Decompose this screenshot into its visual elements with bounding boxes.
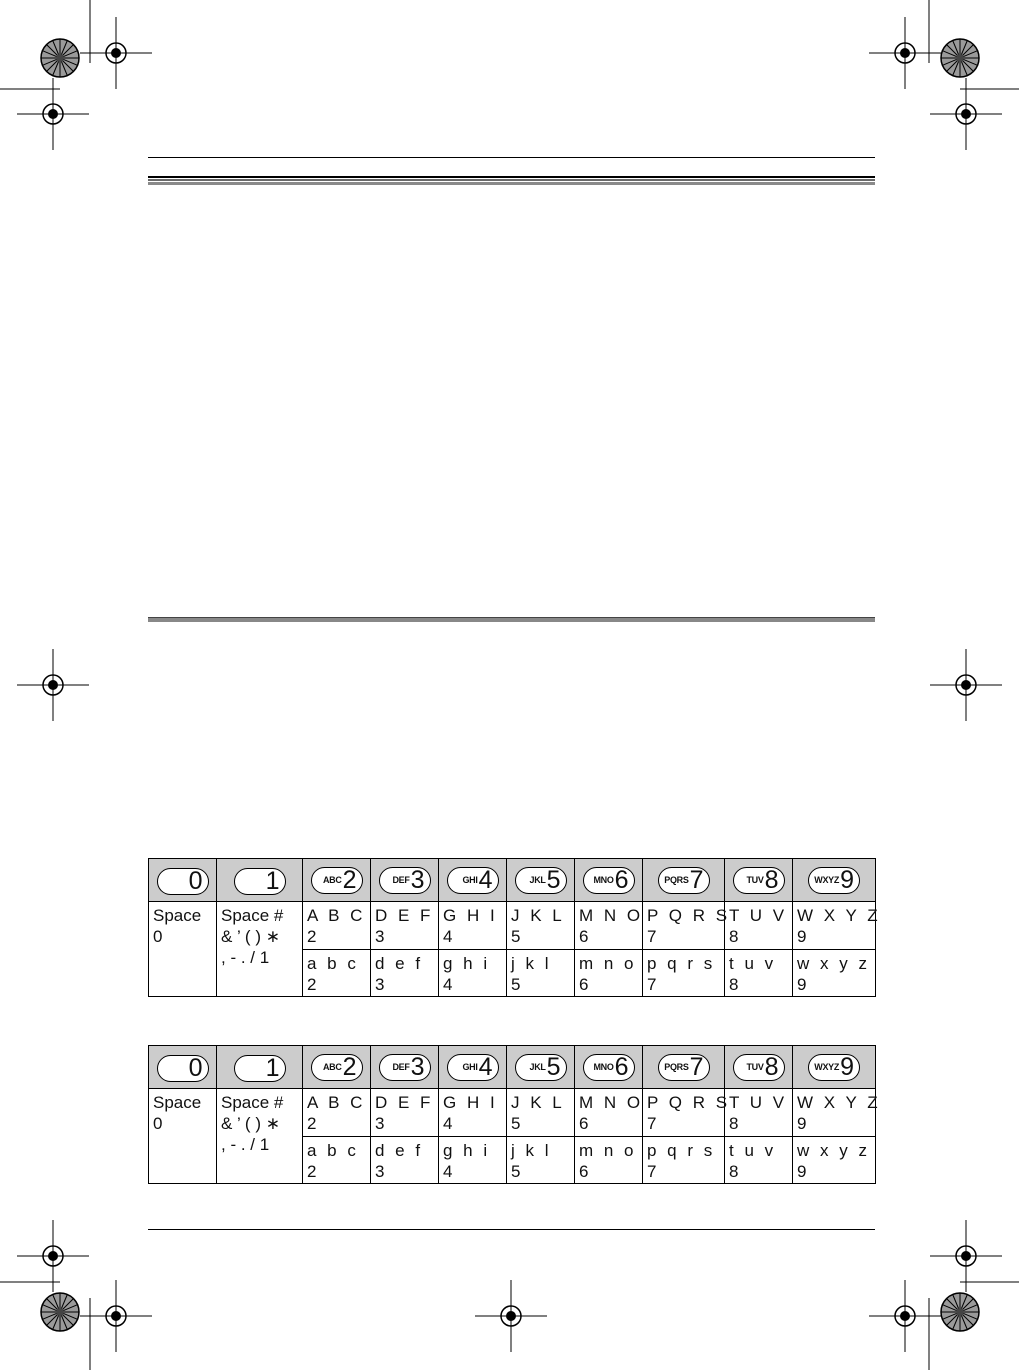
symbols-cell: Space # & ’ ( ) ∗ , - . / 1 <box>217 1089 303 1184</box>
key-9-icon: WXYZ 9 <box>808 867 860 894</box>
key-header-row <box>149 859 876 902</box>
space-cell: Space 0 <box>149 1089 217 1184</box>
char-cell: g h i 4 <box>439 1137 507 1184</box>
char-cell: d e f 3 <box>371 1137 439 1184</box>
char-cell: W X Y Z 9 <box>793 902 876 950</box>
key-0-icon: 0 <box>157 1055 209 1082</box>
symbols-cell: Space # & ’ ( ) ∗ , - . / 1 <box>217 902 303 997</box>
char-cell: j k l 5 <box>507 950 575 997</box>
char-cell: G H I 4 <box>439 902 507 950</box>
key-9-icon: WXYZ 9 <box>808 1054 860 1081</box>
char-cell: W X Y Z 9 <box>793 1089 876 1137</box>
key-6-icon: MNO 6 <box>583 1054 635 1081</box>
key-3-icon: DEF 3 <box>379 867 431 894</box>
char-cell: M N O 6 <box>575 902 643 950</box>
key-5-icon: JKL 5 <box>515 867 567 894</box>
char-cell: p q r s 7 <box>643 950 725 997</box>
key-8-icon: TUV 8 <box>733 867 785 894</box>
char-cell: D E F 3 <box>371 1089 439 1137</box>
key-1-icon: 1 <box>234 868 286 895</box>
char-cell: w x y z 9 <box>793 950 876 997</box>
key-6-icon: MNO 6 <box>583 867 635 894</box>
key-5-icon: JKL 5 <box>515 1054 567 1081</box>
char-cell: T U V 8 <box>725 902 793 950</box>
char-cell: t u v 8 <box>725 1137 793 1184</box>
char-cell: D E F 3 <box>371 902 439 950</box>
character-table-2 <box>148 1045 881 1184</box>
char-cell: j k l 5 <box>507 1137 575 1184</box>
char-cell: J K L 5 <box>507 902 575 950</box>
character-table-1 <box>148 858 881 997</box>
char-cell: P Q R S 7 <box>643 902 725 950</box>
footer-rule <box>148 1229 875 1230</box>
char-cell: G H I 4 <box>439 1089 507 1137</box>
header-rule <box>148 157 875 158</box>
char-cell: a b c 2 <box>303 1137 371 1184</box>
char-cell: P Q R S 7 <box>643 1089 725 1137</box>
key-4-icon: GHI 4 <box>447 867 499 894</box>
char-cell: a b c 2 <box>303 950 371 997</box>
uppercase-row <box>149 1089 876 1137</box>
char-cell: p q r s 7 <box>643 1137 725 1184</box>
char-cell: A B C 2 <box>303 902 371 950</box>
char-cell: T U V 8 <box>725 1089 793 1137</box>
key-4-icon: GHI 4 <box>447 1054 499 1081</box>
char-cell: g h i 4 <box>439 950 507 997</box>
section-divider <box>148 617 875 622</box>
key-header-row <box>149 1046 876 1089</box>
key-3-icon: DEF 3 <box>379 1054 431 1081</box>
key-7-icon: PQRS 7 <box>658 1054 710 1081</box>
key-1-icon: 1 <box>234 1055 286 1082</box>
char-cell: J K L 5 <box>507 1089 575 1137</box>
key-2-icon: ABC 2 <box>311 867 363 894</box>
char-cell: M N O 6 <box>575 1089 643 1137</box>
space-cell: Space 0 <box>149 902 217 997</box>
char-cell: d e f 3 <box>371 950 439 997</box>
uppercase-row <box>149 902 876 950</box>
key-8-icon: TUV 8 <box>733 1054 785 1081</box>
char-cell: m n o 6 <box>575 950 643 997</box>
key-0-icon: 0 <box>157 868 209 895</box>
header-bar <box>148 176 875 185</box>
char-cell: A B C 2 <box>303 1089 371 1137</box>
char-cell: w x y z 9 <box>793 1137 876 1184</box>
key-2-icon: ABC 2 <box>311 1054 363 1081</box>
key-7-icon: PQRS 7 <box>658 867 710 894</box>
char-cell: m n o 6 <box>575 1137 643 1184</box>
char-cell: t u v 8 <box>725 950 793 997</box>
